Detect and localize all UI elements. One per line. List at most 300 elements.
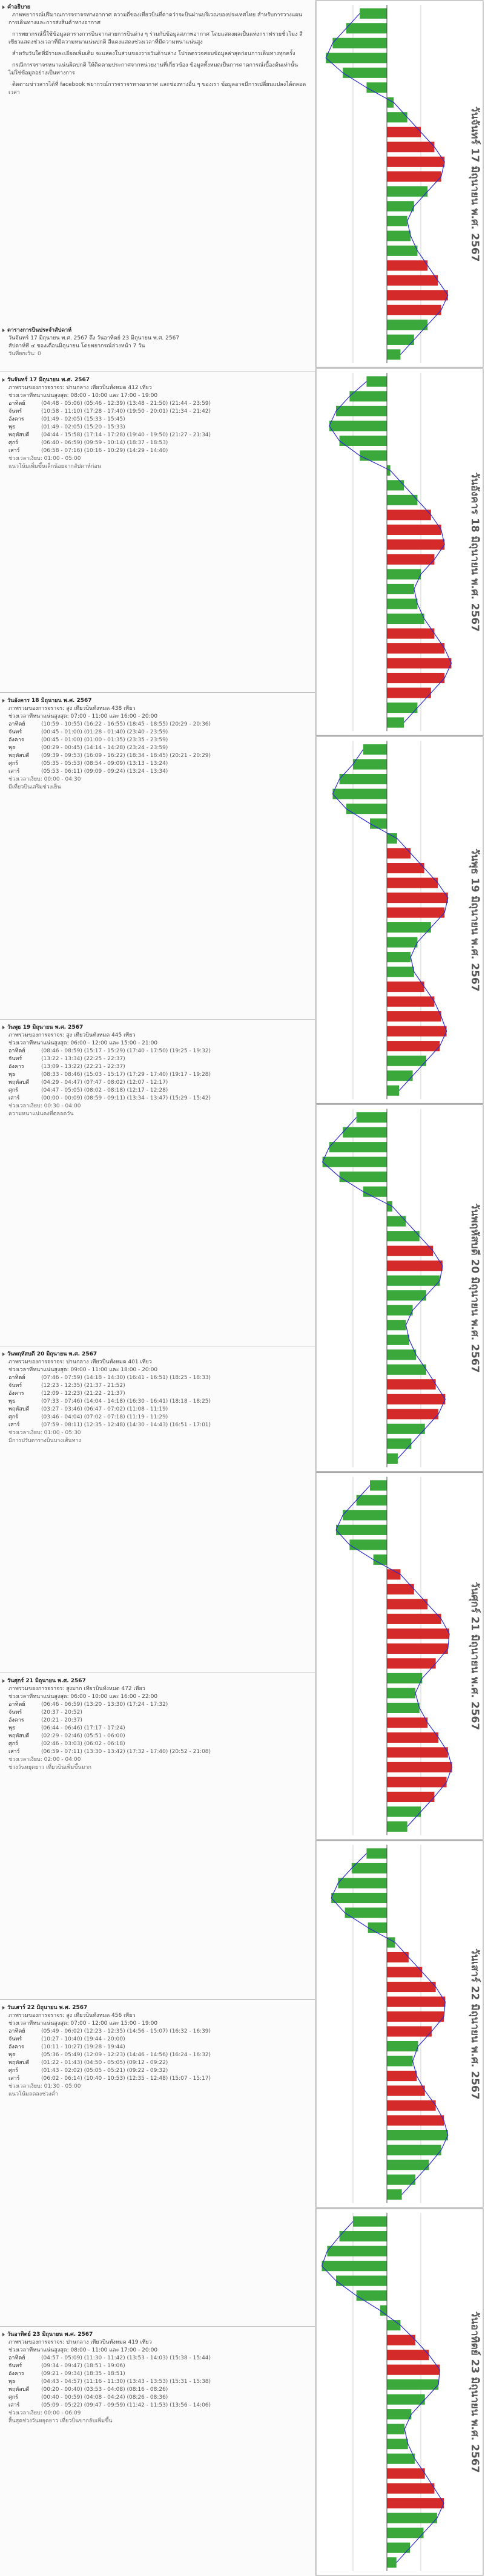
row-time-range: (07:46 - 07:59) (14:18 - 14:30) (16:41 - 16:51) (18:25 - 18:33) xyxy=(41,1375,211,1381)
day-summary: ช่วงเวลาที่หนาแน่นสูงสุด: 09:00 - 11:00 และ 18:00 - 20:00 xyxy=(8,1367,158,1373)
traffic-bar xyxy=(387,1747,448,1757)
time-row xyxy=(8,2402,311,2410)
row-time-range: (05:53 - 06:11) (09:09 - 09:24) (13:24 - 13:34) xyxy=(41,769,168,775)
time-row xyxy=(8,1717,311,1725)
traffic-bar xyxy=(387,1967,422,1977)
row-day-label: อาทิตย์ xyxy=(8,1702,25,1708)
row-time-range: (09:34 - 09:47) (18:51 - 19:06) xyxy=(41,2363,125,2369)
traffic-bar xyxy=(387,1394,445,1404)
traffic-bar xyxy=(387,1231,420,1241)
day-summary: ภาพรวมของการจราจร: สูง เที่ยวบินทั้งหมด 456 เที่ยว xyxy=(8,2013,136,2019)
time-row xyxy=(8,1382,311,1390)
row-day-label: อังคาร xyxy=(8,1064,24,1070)
traffic-bar xyxy=(363,744,387,755)
traffic-bar xyxy=(387,1703,420,1713)
traffic-bar xyxy=(353,2217,387,2227)
time-row xyxy=(8,416,311,424)
time-row xyxy=(8,447,311,455)
traffic-bar xyxy=(387,967,414,977)
day-section xyxy=(2,1023,311,1118)
time-row xyxy=(8,2386,311,2394)
expand-triangle-icon[interactable] xyxy=(2,2006,5,2010)
traffic-bar xyxy=(387,1644,448,1654)
row-day-label: จันทร์ xyxy=(8,408,22,415)
traffic-bar xyxy=(387,1996,445,2007)
day-note: สิ้นสุดช่วงวันหยุดยาว เที่ยวบินขากลับเพิ่มขึ้น xyxy=(8,2418,113,2424)
row-time-range: (07:59 - 08:11) (12:35 - 12:48) (14:30 - 14:43) (16:51 - 17:01) xyxy=(41,1422,211,1428)
traffic-bar xyxy=(387,510,431,520)
time-row xyxy=(8,736,311,744)
time-row xyxy=(8,2059,311,2067)
traffic-bar xyxy=(346,23,387,33)
time-row xyxy=(8,2043,311,2051)
time-row xyxy=(8,1087,311,1095)
day-summary: ภาพรวมของการจราจร: ปานกลาง เที่ยวบินทั้งหมด 419 เที่ยว xyxy=(8,2339,152,2345)
day-summary: ช่วงเวลาที่หนาแน่นสูงสุด: 07:00 - 11:00 และ 16:00 - 20:00 xyxy=(8,713,158,719)
intro-paragraph: กรณีการจราจรหนาแน่นผิดปกติ ให้ติดตามประกาศจากหน่วยงานที่เกี่ยวข้อง ข้อมูลทั้งหมดเป็นการคาดการณ์เบื้องต้นเท่านั้น ไม่ใช่ข้อมูลอย่างเป็นทางการ xyxy=(8,62,299,76)
traffic-bar xyxy=(387,2071,417,2081)
traffic-bar xyxy=(387,216,407,226)
day-summary: ภาพรวมของการจราจร: สูงมาก เที่ยวบินทั้งหมด 472 เที่ยว xyxy=(8,1686,145,1692)
time-row xyxy=(8,2394,311,2402)
time-row xyxy=(8,1725,311,1732)
traffic-bar xyxy=(336,2276,387,2286)
row-day-label: พฤหัสบดี xyxy=(8,1406,30,1412)
week-title: ตารางการบินประจำสัปดาห์ xyxy=(2,327,311,335)
traffic-bar xyxy=(387,614,424,624)
traffic-bar xyxy=(387,335,414,345)
traffic-bar xyxy=(387,997,434,1007)
row-day-label: พุธ xyxy=(8,1725,16,1731)
expand-triangle-icon[interactable] xyxy=(2,1026,5,1029)
week-sub: สัปดาห์ที่ ๔ ของเดือนมิถุนายน โดยพยากรณ์ล่วงหน้า 7 วัน xyxy=(8,343,145,349)
row-time-range: (06:02 - 06:14) (10:40 - 10:53) (12:35 - 12:48) (15:07 - 15:17) xyxy=(41,2076,211,2082)
row-day-label: อังคาร xyxy=(8,1717,24,1723)
traffic-bar xyxy=(387,687,431,698)
row-day-label: อาทิตย์ xyxy=(8,1048,25,1054)
expand-triangle-icon[interactable] xyxy=(2,1679,5,1683)
day-section xyxy=(2,1349,311,1445)
traffic-bar xyxy=(387,2160,429,2170)
day-summary: ภาพรวมของการจราจร: ปานกลาง เที่ยวบินทั้งหมด 412 เที่ยว xyxy=(8,385,152,391)
day-note: ช่วงเวลาเงียบ: 00:30 - 04:00 xyxy=(8,1103,81,1109)
panel-date-label: วันเสาร์ 22 มิถุนายน พ.ศ. 2567 xyxy=(469,1948,481,2100)
traffic-bar xyxy=(387,1454,398,1464)
time-row xyxy=(8,1732,311,1740)
traffic-bar xyxy=(387,833,397,844)
day-section xyxy=(2,696,311,791)
traffic-bar xyxy=(360,8,387,19)
row-time-range: (09:21 - 09:34) (18:35 - 18:51) xyxy=(41,2371,125,2377)
chart-panel xyxy=(316,1,483,367)
row-time-range: (01:49 - 02:05) (15:20 - 15:33) xyxy=(41,424,125,430)
row-time-range: (08:33 - 08:46) (15:03 - 15:17) (17:29 - 17:40) (19:17 - 19:28) xyxy=(41,1072,211,1078)
row-time-range: (09:39 - 09:53) (16:09 - 16:22) (18:34 - 18:45) (20:21 - 20:29) xyxy=(41,753,211,759)
day-summary: ภาพรวมของการจราจร: ปานกลาง เที่ยวบินทั้งหมด 401 เที่ยว xyxy=(8,1359,152,1365)
row-day-label: พุธ xyxy=(8,2379,16,2385)
row-time-range: (05:49 - 06:02) (12:23 - 12:35) (14:56 - 15:07) (16:32 - 16:39) xyxy=(41,2028,211,2034)
traffic-bar xyxy=(387,863,424,873)
chart-panel xyxy=(316,1841,483,2207)
traffic-bar xyxy=(387,717,404,727)
section-divider xyxy=(0,1019,315,1020)
traffic-chart xyxy=(315,0,485,2576)
row-day-label: พุธ xyxy=(8,745,16,751)
time-row xyxy=(8,400,311,408)
row-time-range: (00:45 - 01:00) (01:00 - 01:35) (23:35 - 23:59) xyxy=(41,737,168,743)
time-row xyxy=(8,2355,311,2362)
traffic-bar xyxy=(387,1673,422,1683)
traffic-bar xyxy=(387,2557,397,2568)
traffic-bar xyxy=(387,1276,440,1286)
traffic-bar xyxy=(387,658,451,668)
traffic-bar xyxy=(387,2011,444,2022)
traffic-bar xyxy=(387,171,441,182)
traffic-bar xyxy=(387,157,444,167)
traffic-bar xyxy=(387,952,411,962)
intro-section xyxy=(2,4,311,100)
traffic-bar xyxy=(387,893,448,903)
day-note: มีเที่ยวบินเสริมช่วงเย็น xyxy=(8,784,61,790)
row-day-label: จันทร์ xyxy=(8,1709,22,1716)
traffic-bar xyxy=(357,2290,387,2301)
traffic-bar xyxy=(387,1290,426,1300)
traffic-bar xyxy=(387,2409,411,2419)
traffic-bar xyxy=(387,1070,413,1081)
traffic-bar xyxy=(387,1792,434,1802)
row-day-label: ศุกร์ xyxy=(8,2068,18,2074)
time-row xyxy=(8,1398,311,1406)
time-row xyxy=(8,1421,311,1429)
time-row xyxy=(8,1047,311,1055)
traffic-bar xyxy=(387,1305,413,1316)
panel-date-label: วันพฤหัสบดี 20 มิถุนายน พ.ศ. 2567 xyxy=(469,1203,481,1373)
time-row xyxy=(8,729,311,736)
section-divider xyxy=(0,1999,315,2000)
row-day-label: พฤหัสบดี xyxy=(8,1733,30,1739)
time-row xyxy=(8,424,311,431)
day-summary: ช่วงเวลาที่หนาแน่นสูงสุด: 08:00 - 10:00 และ 17:00 - 19:00 xyxy=(8,393,158,399)
traffic-bar xyxy=(327,2246,387,2256)
traffic-bar xyxy=(343,1510,387,1520)
day-section xyxy=(2,2330,311,2425)
row-time-range: (05:09 - 05:22) (09:47 - 09:59) (11:42 - 11:53) (13:56 - 14:06) xyxy=(41,2402,211,2408)
traffic-bar xyxy=(370,1480,387,1490)
row-time-range: (04:29 - 04:47) (07:47 - 08:02) (12:07 - 12:17) xyxy=(41,1080,168,1086)
row-time-range: (13:22 - 13:34) (22:25 - 22:37) xyxy=(41,1056,125,1062)
row-time-range: (01:22 - 01:43) (04:50 - 05:05) (09:12 - 09:22) xyxy=(41,2060,168,2066)
time-row xyxy=(8,2067,311,2075)
traffic-bar xyxy=(387,2115,444,2125)
traffic-bar xyxy=(387,231,411,241)
traffic-bar xyxy=(323,1157,387,1167)
traffic-bar xyxy=(387,1658,436,1668)
day-note: แนวโน้มลดลงช่วงค่ำ xyxy=(8,2091,58,2097)
traffic-bar xyxy=(387,1011,441,1021)
row-day-label: อาทิตย์ xyxy=(8,401,25,407)
row-time-range: (05:36 - 05:49) (12:09 - 12:23) (14:46 - 14:56) (16:24 - 16:32) xyxy=(41,2052,211,2058)
expand-triangle-icon[interactable] xyxy=(2,699,5,703)
traffic-bar xyxy=(387,1762,452,1772)
traffic-bar xyxy=(329,1142,387,1152)
traffic-bar xyxy=(336,1525,387,1535)
time-row xyxy=(8,2362,311,2370)
chart-panel xyxy=(316,2209,483,2575)
row-day-label: จันทร์ xyxy=(8,2363,22,2369)
time-row xyxy=(8,2075,311,2083)
traffic-bar xyxy=(387,878,438,888)
traffic-bar xyxy=(387,908,444,918)
day-section xyxy=(2,375,311,471)
row-time-range: (02:46 - 03:03) (06:02 - 06:18) xyxy=(41,1741,125,1747)
traffic-bar xyxy=(387,275,438,286)
row-day-label: พฤหัสบดี xyxy=(8,2060,30,2066)
section-divider xyxy=(0,692,315,693)
traffic-bar xyxy=(331,1893,387,1903)
traffic-bar xyxy=(387,349,400,359)
day-note: มีการปรับตารางบินบางเส้นทาง xyxy=(8,1438,81,1444)
row-time-range: (04:47 - 05:05) (08:02 - 08:18) (12:17 - 12:28) xyxy=(41,1087,168,1093)
row-day-label: ศุกร์ xyxy=(8,440,18,446)
row-time-range: (03:27 - 03:46) (06:47 - 07:02) (11:08 - 11:19) xyxy=(41,1406,168,1412)
expand-triangle-icon[interactable] xyxy=(2,329,5,332)
row-time-range: (00:20 - 00:40) (03:53 - 04:08) (08:16 - 08:26) xyxy=(41,2387,168,2393)
traffic-bar xyxy=(387,1732,438,1743)
day-title: วันจันทร์ 17 มิถุนายน พ.ศ. 2567 xyxy=(2,376,311,384)
row-day-label: เสาร์ xyxy=(8,448,20,454)
time-row xyxy=(8,1406,311,1414)
traffic-bar xyxy=(387,2528,423,2538)
time-row xyxy=(8,408,311,416)
time-row xyxy=(8,1374,311,1382)
traffic-bar xyxy=(387,1688,415,1698)
traffic-bar xyxy=(380,2306,387,2316)
time-row xyxy=(8,760,311,768)
row-day-label: พฤหัสบดี xyxy=(8,432,30,438)
traffic-bar xyxy=(387,1365,426,1375)
week-section xyxy=(2,327,311,358)
row-time-range: (06:58 - 07:16) (10:16 - 10:29) (14:29 - 14:40) xyxy=(41,448,168,454)
traffic-bar xyxy=(387,525,441,535)
traffic-bar xyxy=(387,97,394,108)
traffic-bar xyxy=(387,1599,427,1609)
row-day-label: พฤหัสบดี xyxy=(8,753,30,759)
day-title: วันศุกร์ 21 มิถุนายน พ.ศ. 2567 xyxy=(2,1677,311,1685)
row-day-label: จันทร์ xyxy=(8,1383,22,1389)
time-row xyxy=(8,1414,311,1421)
row-day-label: ศุกร์ xyxy=(8,1087,18,1093)
traffic-bar xyxy=(343,1127,387,1138)
traffic-bar xyxy=(340,774,387,784)
day-title: วันอังคาร 18 มิถุนายน พ.ศ. 2567 xyxy=(2,697,311,705)
traffic-bar xyxy=(332,38,387,48)
row-day-label: ศุกร์ xyxy=(8,1414,18,1420)
day-title: วันพุธ 19 มิถุนายน พ.ศ. 2567 xyxy=(2,1024,311,1032)
expand-triangle-icon[interactable] xyxy=(2,2333,5,2336)
row-day-label: จันทร์ xyxy=(8,1056,22,1062)
chart-panel xyxy=(316,1104,483,1471)
traffic-bar xyxy=(387,643,444,654)
row-day-label: อังคาร xyxy=(8,737,24,743)
time-row xyxy=(8,721,311,729)
row-day-label: เสาร์ xyxy=(8,769,20,775)
day-note: ช่วงเวลาเงียบ: 00:00 - 04:30 xyxy=(8,776,81,782)
expand-triangle-icon[interactable] xyxy=(2,1352,5,1356)
traffic-bar xyxy=(387,922,431,932)
row-day-label: อังคาร xyxy=(8,416,24,422)
traffic-bar xyxy=(366,82,387,93)
expand-triangle-icon[interactable] xyxy=(2,378,5,382)
traffic-bar xyxy=(387,1379,436,1389)
day-section xyxy=(2,1676,311,1772)
panel-date-label: วันอังคาร 18 มิถุนายน พ.ศ. 2567 xyxy=(469,472,481,632)
traffic-bar xyxy=(387,937,417,948)
traffic-bar xyxy=(360,450,387,460)
traffic-bar xyxy=(352,1863,387,1873)
row-time-range: (20:21 - 20:37) xyxy=(41,1717,82,1723)
traffic-bar xyxy=(387,1614,441,1624)
intro-paragraph: ภาพพยากรณ์ปริมาณการจราจรทางอากาศ ความถี่ของเที่ยวบินที่คาดว่าจะบินผ่านบริเวณของประเทศไทย สำหรับการวางแผนการเดินทางและการส่งสินค้าทางอากาศ xyxy=(8,12,303,26)
traffic-bar xyxy=(387,1246,433,1256)
traffic-bar xyxy=(387,703,417,713)
traffic-bar xyxy=(387,539,444,549)
row-day-label: ศุกร์ xyxy=(8,1741,18,1747)
traffic-bar xyxy=(387,246,417,256)
time-row xyxy=(8,1390,311,1398)
time-row xyxy=(8,752,311,760)
time-row xyxy=(8,1740,311,1748)
time-row xyxy=(8,2028,311,2036)
traffic-bar xyxy=(387,2130,448,2140)
traffic-bar xyxy=(387,1056,426,1066)
day-note: ความหนาแน่นคงที่ตลอดวัน xyxy=(8,1111,74,1117)
traffic-bar xyxy=(387,1349,416,1360)
row-day-label: พุธ xyxy=(8,2052,16,2058)
traffic-bar xyxy=(387,554,434,565)
traffic-bar xyxy=(387,201,414,211)
day-title: วันอาทิตย์ 23 มิถุนายน พ.ศ. 2567 xyxy=(2,2331,311,2339)
day-summary: ภาพรวมของการจราจร: สูง เที่ยวบินทั้งหมด 445 เที่ยว xyxy=(8,1032,136,1038)
traffic-bar xyxy=(387,2085,425,2096)
traffic-bar xyxy=(326,53,387,63)
traffic-bar xyxy=(387,2468,425,2479)
row-time-range: (01:49 - 02:05) (15:33 - 15:45) xyxy=(41,416,125,422)
row-time-range: (08:46 - 08:59) (15:17 - 15:29) (17:40 - 17:50) (19:25 - 19:32) xyxy=(41,1048,211,1054)
traffic-bar xyxy=(387,2365,440,2375)
traffic-bar xyxy=(387,2379,438,2390)
traffic-bar xyxy=(387,2424,404,2434)
traffic-bar xyxy=(387,305,441,315)
time-row xyxy=(8,1709,311,1717)
traffic-bar xyxy=(387,320,427,330)
row-time-range: (07:33 - 07:46) (14:04 - 14:18) (16:30 - 16:41) (18:18 - 18:25) xyxy=(41,1398,211,1404)
row-day-label: เสาร์ xyxy=(8,1095,20,1101)
time-row xyxy=(8,1701,311,1709)
intro-paragraph: ติดตามข่าวสารได้ที่ facebook พยากรณ์การจราจรทางอากาศ และช่องทางอื่น ๆ ของเรา ข้อมูลอาจมีการเปลี่ยนแปลงได้ตลอดเวลา xyxy=(8,82,306,96)
traffic-bar xyxy=(387,2513,437,2523)
row-time-range: (05:35 - 05:53) (08:54 - 09:09) (13:13 - 13:24) xyxy=(41,761,168,767)
row-day-label: อาทิตย์ xyxy=(8,2355,25,2361)
row-day-label: เสาร์ xyxy=(8,2076,20,2082)
row-day-label: อังคาร xyxy=(8,1391,24,1397)
row-day-label: เสาร์ xyxy=(8,2402,20,2408)
chart-panel xyxy=(316,369,483,735)
traffic-bar xyxy=(338,1878,387,1888)
day-note: แนวโน้มเพิ่มขึ้นเล็กน้อยจากสัปดาห์ก่อน xyxy=(8,464,101,470)
intro-title: คำอธิบาย xyxy=(2,4,311,11)
row-time-range: (04:44 - 15:58) (17:14 - 17:28) (19:40 - 19:50) (21:27 - 21:34) xyxy=(41,432,211,438)
row-time-range: (00:00 - 00:09) (08:59 - 09:11) (13:34 - 13:47) (15:29 - 15:42) xyxy=(41,1095,211,1101)
day-summary: ช่วงเวลาที่หนาแน่นสูงสุด: 07:00 - 12:00 และ 15:00 - 19:00 xyxy=(8,2020,158,2027)
traffic-bar xyxy=(387,1806,421,1817)
traffic-bar xyxy=(387,290,448,300)
traffic-bar xyxy=(387,1260,443,1271)
traffic-bar xyxy=(387,2350,429,2360)
traffic-bar xyxy=(387,1041,440,1051)
time-row xyxy=(8,1095,311,1103)
panel-date-label: วันพุธ 19 มิถุนายน พ.ศ. 2567 xyxy=(469,848,481,992)
row-time-range: (01:43 - 02:02) (05:05 - 05:21) (09:22 - 09:32) xyxy=(41,2068,168,2074)
day-summary: ภาพรวมของการจราจร: สูง เที่ยวบินทั้งหมด 438 เที่ยว xyxy=(8,706,136,712)
traffic-bar xyxy=(387,2439,408,2449)
time-row xyxy=(8,1079,311,1087)
traffic-bar xyxy=(340,1172,387,1182)
traffic-bar xyxy=(387,480,404,490)
row-day-label: จันทร์ xyxy=(8,2036,22,2042)
row-time-range: (13:09 - 13:22) (22:21 - 22:37) xyxy=(41,1064,125,1070)
row-day-label: อาทิตย์ xyxy=(8,1375,25,1381)
row-day-label: พฤหัสบดี xyxy=(8,2387,30,2393)
row-time-range: (04:57 - 05:09) (11:30 - 11:42) (13:53 - 14:03) (15:38 - 15:44) xyxy=(41,2355,211,2361)
row-time-range: (04:43 - 04:57) (11:16 - 11:30) (13:43 - 13:53) (15:31 - 15:38) xyxy=(41,2379,211,2385)
row-time-range: (12:09 - 12:23) (21:22 - 21:37) xyxy=(41,1391,125,1397)
row-time-range: (10:58 - 11:10) (17:28 - 17:40) (19:50 - 20:01) (21:34 - 21:42) xyxy=(41,408,211,415)
traffic-bar xyxy=(387,1982,436,1992)
traffic-bar xyxy=(322,2261,387,2271)
chart-panel xyxy=(316,736,483,1103)
time-row xyxy=(8,2051,311,2059)
week-range: วันจันทร์ 17 มิถุนายน พ.ศ. 2567 ถึง วันอาทิตย์ 23 มิถุนายน พ.ศ. 2567 xyxy=(8,335,180,341)
day-section xyxy=(2,2003,311,2099)
panel-date-label: วันจันทร์ 17 มิถุนายน พ.ศ. 2567 xyxy=(469,106,481,262)
traffic-bar xyxy=(387,2056,413,2066)
panel-date-label: วันศุกร์ 21 มิถุนายน พ.ศ. 2567 xyxy=(469,1582,481,1731)
row-day-label: พุธ xyxy=(8,1398,16,1404)
day-summary: ช่วงเวลาที่หนาแน่นสูงสุด: 06:00 - 12:00 และ 15:00 - 21:00 xyxy=(8,1040,158,1046)
traffic-bar xyxy=(387,2189,402,2200)
traffic-bar xyxy=(357,1112,387,1122)
traffic-bar xyxy=(332,788,387,799)
traffic-bar xyxy=(387,1584,414,1594)
traffic-bar xyxy=(387,495,417,505)
row-time-range: (04:48 - 05:06) (05:46 - 12:39) (13:48 - 21:50) (21:44 - 23:59) xyxy=(41,401,211,407)
traffic-bar xyxy=(340,436,387,446)
row-time-range: (06:44 - 06:46) (17:17 - 17:24) xyxy=(41,1725,125,1731)
traffic-bar xyxy=(387,2026,432,2036)
traffic-bar xyxy=(366,1848,387,1858)
panel-date-label: วันอาทิตย์ 23 มิถุนายน พ.ศ. 2567 xyxy=(469,2311,481,2473)
traffic-bar xyxy=(387,1717,427,1728)
traffic-bar xyxy=(387,1201,392,1211)
row-day-label: อังคาร xyxy=(8,2371,24,2377)
expand-triangle-icon[interactable] xyxy=(2,5,5,9)
traffic-bar xyxy=(387,260,427,270)
row-day-label: เสาร์ xyxy=(8,1749,20,1755)
traffic-bar xyxy=(387,142,434,152)
traffic-bar xyxy=(387,2041,418,2051)
row-day-label: ศุกร์ xyxy=(8,761,18,767)
row-time-range: (02:29 - 02:46) (05:51 - 06:00) xyxy=(41,1733,125,1739)
